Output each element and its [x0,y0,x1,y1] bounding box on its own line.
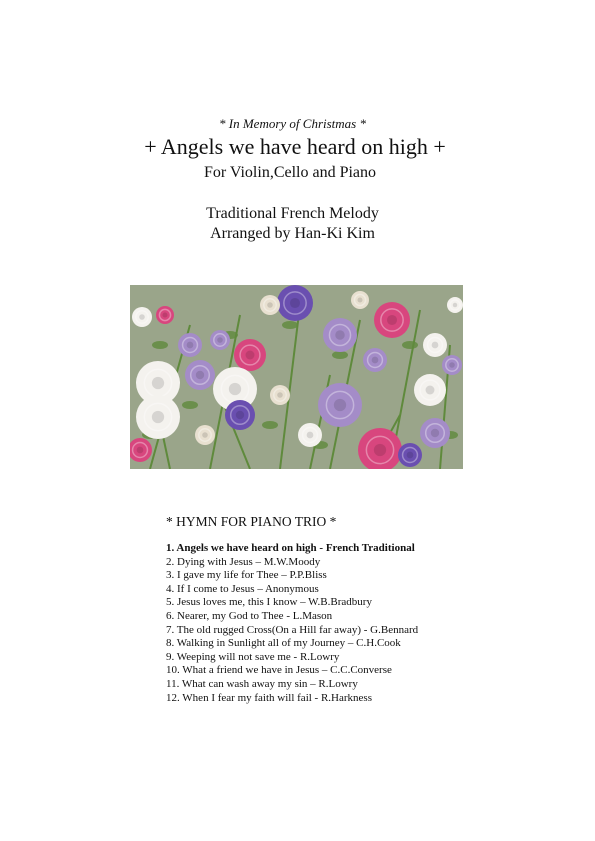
leaf [332,351,348,359]
flower-center [372,357,379,364]
flower-bouquet-photo [130,285,463,469]
flower-center [267,302,273,308]
hymn-item-6: 6. Nearer, my God to Thee - L.Mason [166,609,333,622]
instrumentation-subtitle: For Violin,Cello and Piano [203,164,377,181]
flower-center [453,303,457,307]
leaf [282,321,298,329]
hymn-item-7: 7. The old rugged Cross(On a Hill far away) - G.Bennard [166,623,419,636]
flower-center [290,298,300,308]
flower-center [202,432,208,438]
hymn-item-2: 2. Dying with Jesus – M.W.Moody [166,555,321,568]
leaf [402,341,418,349]
hymn-item-4: 4. If I come to Jesus – Anonymous [166,582,319,595]
hymn-list [166,542,418,705]
melody-credit: Traditional French Melody [206,205,379,222]
flower-center [236,411,244,419]
leaf [152,341,168,349]
flower-center [387,315,397,325]
flower-center [335,330,345,340]
flower-center [431,429,439,437]
leaf [262,421,278,429]
hymn-item-12: 12. When I fear my faith will fail - R.Harkness [166,691,372,704]
hymn-item-10: 10. What a friend we have in Jesus – C.C.Converse [166,664,392,677]
flower-center [187,342,194,349]
flower-bouquet-illustration [130,285,463,469]
flower-center [432,342,439,349]
flower-center [162,312,167,317]
page-title: + Angels we have heard on high + [144,134,446,159]
memory-line: * In Memory of Christmas * [219,116,366,131]
flower-center [152,377,164,389]
flower-center [407,452,414,459]
flower-center [152,411,164,423]
flower-center [357,297,362,302]
hymn-item-1: 1. Angels we have heard on high - French Traditional [166,542,415,554]
flower-center [196,371,204,379]
hymn-item-8: 8. Walking in Sunlight all of my Journey – C.H.Cook [166,637,401,650]
flower-center [246,351,255,360]
flower-center [449,362,455,368]
flower-center [139,314,145,320]
flower-center [426,386,435,395]
hymn-item-11: 11. What can wash away my sin – R.Lowry [166,677,358,690]
hymn-item-9: 9. Weeping will not save me - R.Lowry [166,650,340,663]
arranger-credit: Arranged by Han-Ki Kim [210,225,375,242]
flower-center [277,392,283,398]
flower-center [374,444,386,456]
hymn-item-3: 3. I gave my life for Thee – P.P.Bliss [166,569,327,582]
flower-center [229,383,241,395]
flower-center [307,432,314,439]
flower-center [334,399,346,411]
flower-center [217,337,223,343]
leaf [182,401,198,409]
hymn-list-heading: * HYMN FOR PIANO TRIO * [166,514,337,529]
flower-center [137,447,144,454]
hymn-item-5: 5. Jesus loves me, this I know – W.B.Bradbury [166,596,372,609]
